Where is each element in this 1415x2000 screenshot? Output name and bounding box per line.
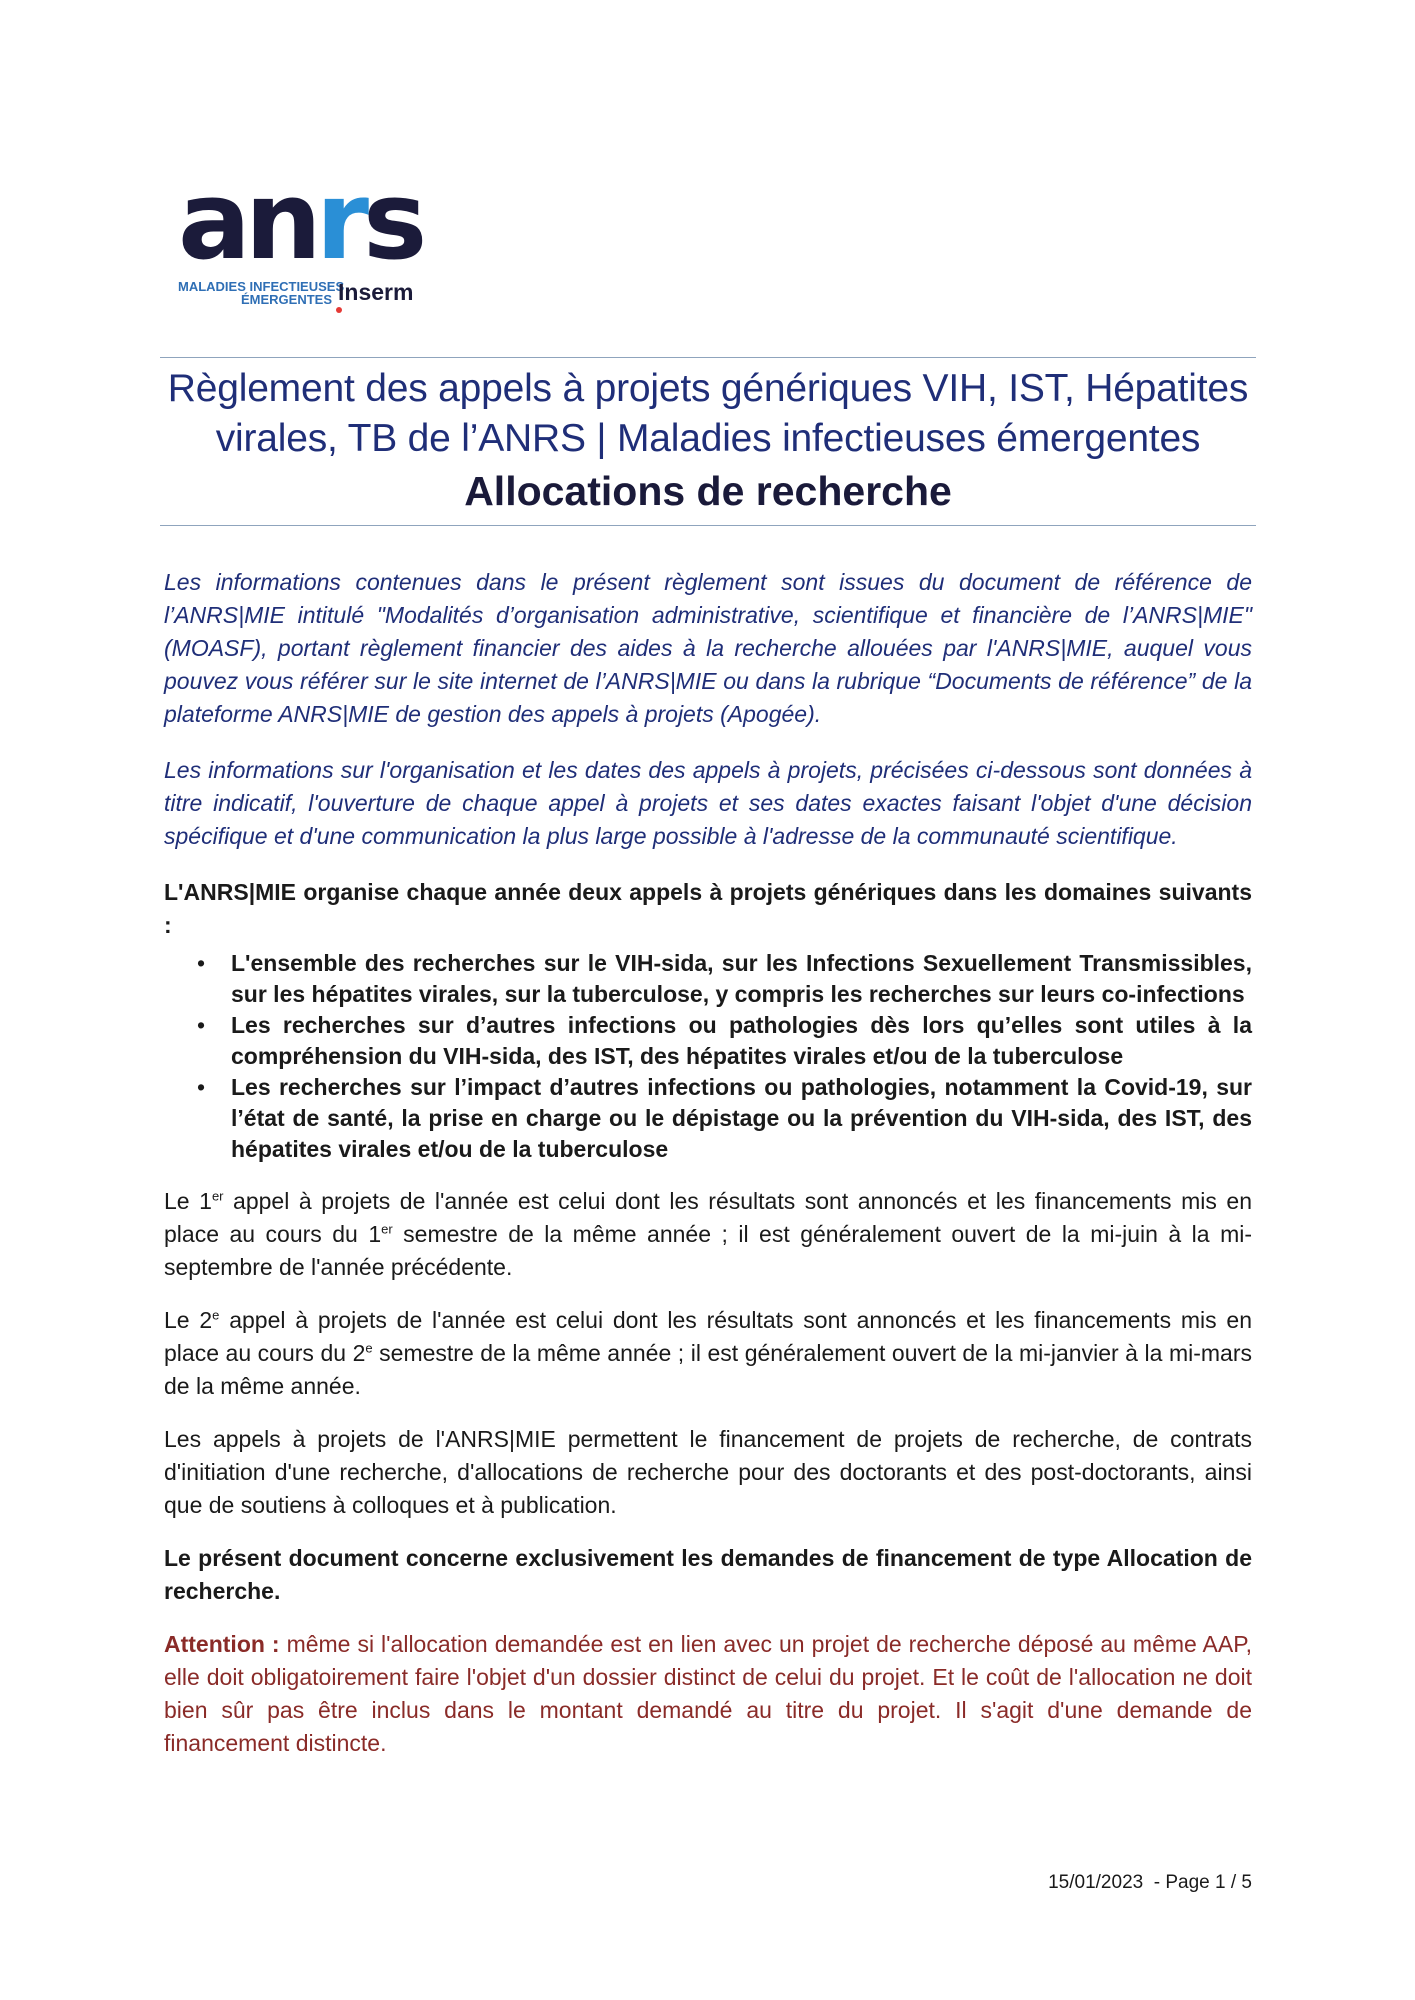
first-semester-ordinal: er — [381, 1221, 393, 1237]
domain-item — [197, 948, 1252, 1010]
anrs-logo-graphic — [178, 178, 438, 318]
logo-letters-an: an — [178, 178, 316, 284]
intro-paragraph-1: Les informations contenues dans le présent règlement sont issues du document de référence de l’ANRS|MIE intitulé "Modalités d’organisation administrative, scientifique et financière de l’ANRS|MIE" (MOASF), portant règlement financier des aides à la recherche allouées par l'ANRS|MIE, auquel vous pouvez vous référer sur le site internet de l’ANRS|MIE ou dans la rubrique “Documents de référence” de la plateforme ANRS|MIE de gestion des appels à projets (Apogée). — [164, 569, 1252, 727]
second-call-prefix: Le 2 — [164, 1307, 213, 1333]
footer-date: 15/01/2023 — [1048, 1872, 1144, 1893]
second-call-mid: appel à projets de l'année est celui dont les résultats sont annoncés et les financements mis en place au cours du 2 — [164, 1307, 1252, 1366]
domains-list — [164, 948, 1252, 1165]
scope-paragraph: Le présent document concerne exclusivement les demandes de financement de type Allocation de recherche. — [164, 1545, 1252, 1604]
attention-paragraph — [164, 1628, 1252, 1760]
document-subtitle: Allocations de recherche — [464, 468, 952, 514]
logo-inserm: Inserm — [338, 279, 414, 305]
second-semester-ordinal: e — [365, 1340, 373, 1356]
logo-letter-r: r — [315, 178, 364, 284]
domain-item-text: L'ensemble des recherches sur le VIH-sida, sur les Infections Sexuellement Transmissibles, sur les hépatites virales, sur la tuberculose, y compris les recherches sur leurs co-infections — [231, 950, 1252, 1007]
title-line-1: Règlement des appels à projets génériques VIH, IST, Hépatites — [167, 367, 1249, 410]
page-footer: 15/01/2023 - Page 1 / 5 — [1048, 1872, 1252, 1893]
logo-red-dot — [336, 307, 342, 313]
bullet-icon: • — [197, 950, 206, 976]
footer-page-number: Page 1 / 5 — [1165, 1872, 1252, 1893]
document-body — [164, 566, 1252, 1760]
title-line-2: virales, TB de l’ANRS | Maladies infectieuses émergentes — [215, 417, 1201, 460]
logo-tagline-line1: MALADIES INFECTIEUSES — [178, 279, 345, 294]
bullet-icon: • — [197, 1074, 206, 1100]
domain-item — [197, 1072, 1252, 1165]
second-call-suffix: semestre de la même année ; il est généralement ouvert de la mi-janvier à la mi-mars de la même année. — [164, 1340, 1253, 1399]
domain-item-text: Les recherches sur l’impact d’autres infections ou pathologies, notamment la Covid-19, sur l’état de santé, la prise en charge ou le dépistage ou la prévention du VIH-sida, des IST, des hépatites virales et/ou de la tuberculose — [231, 1074, 1252, 1162]
funding-paragraph: Les appels à projets de l'ANRS|MIE permettent le financement de projets de recherche, de contrats d'initiation d'une recherche, d'allocations de recherche pour des doctorants et des post-doctorants, ainsi que de soutiens à colloques et à publication. — [164, 1426, 1252, 1518]
document-title-block — [160, 357, 1256, 526]
first-call-paragraph — [164, 1185, 1252, 1284]
attention-label: Attention : — [164, 1631, 280, 1657]
domain-item-text: Les recherches sur d’autres infections ou pathologies dès lors qu’elles sont utiles à la compréhension du VIH-sida, des IST, des hépatites virales et/ou de la tuberculose — [231, 1012, 1252, 1069]
logo-tagline-line2: ÉMERGENTES — [240, 292, 332, 307]
domain-item — [197, 1010, 1252, 1072]
first-call-ordinal: er — [211, 1188, 224, 1204]
logo-letter-s: s — [363, 178, 422, 284]
first-call-prefix: Le 1 — [164, 1188, 212, 1214]
second-call-paragraph — [164, 1304, 1252, 1403]
first-call-mid: appel à projets de l'année est celui dont les résultats sont annoncés et les financements mis en place au cours du 1 — [164, 1188, 1253, 1247]
domains-heading: L'ANRS|MIE organise chaque année deux appels à projets génériques dans les domaines suivants : — [164, 879, 1252, 938]
anrs-logo — [178, 178, 438, 318]
first-call-suffix: semestre de la même année ; il est généralement ouvert de la mi-juin à la mi-septembre de l'année précédente. — [164, 1221, 1252, 1280]
bullet-icon: • — [197, 1012, 206, 1038]
attention-text: même si l'allocation demandée est en lien avec un projet de recherche déposé au même AAP, elle doit obligatoirement faire l'objet d'un dossier distinct de celui du projet. Et le coût de l'allocation ne doit bien sûr pas être inclus dans le montant demandé au titre du projet. Il s'agit d'une demande de financement distincte. — [164, 1631, 1253, 1756]
intro-paragraph-2: Les informations sur l'organisation et les dates des appels à projets, précisées ci-dessous sont données à titre indicatif, l'ouverture de chaque appel à projets et ses dates exactes faisant l'objet d'une décision spécifique et d'une communication la plus large possible à l'adresse de la communauté scientifique. — [164, 757, 1252, 849]
svg-text:anrs — [178, 178, 423, 284]
second-call-ordinal: e — [212, 1307, 220, 1323]
